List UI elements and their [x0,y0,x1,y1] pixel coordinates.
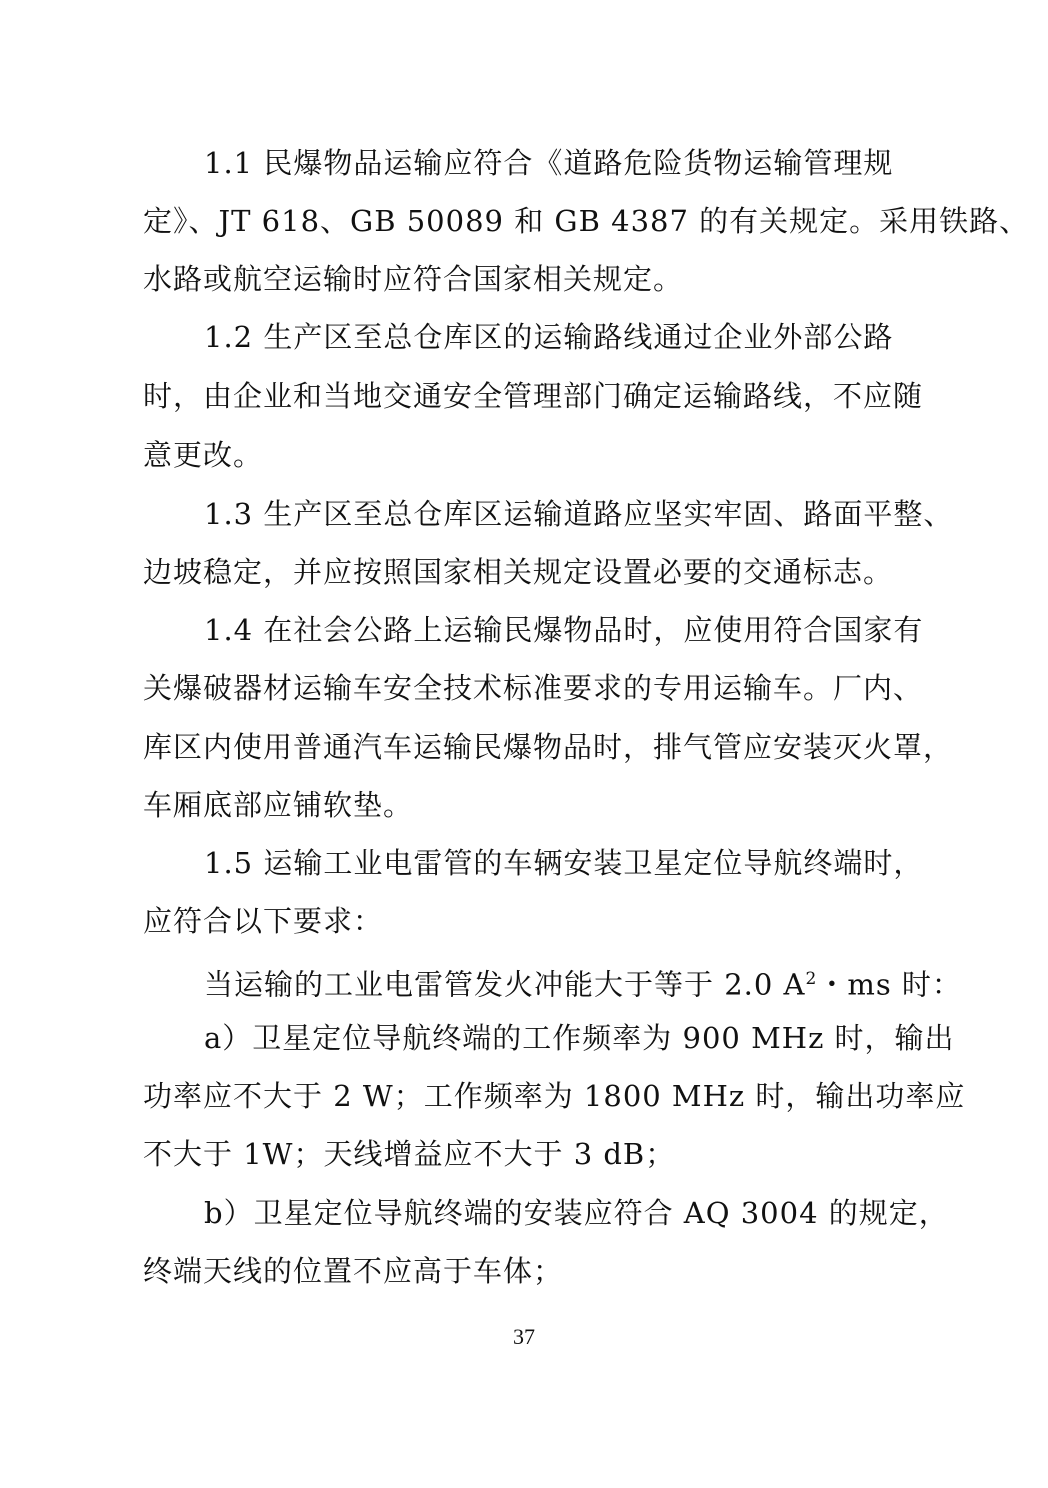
item-a-line-2: 功率应不大于 2 W；工作频率为 1800 MHz 时，输出功率应 [143,1079,966,1113]
para-1-1-line-1: 1.1 民爆物品运输应符合《道路危险货物运输管理规 [204,146,894,180]
formula-superscript: 2 [805,969,818,989]
para-1-1-line-2: 定》、JT 618、GB 50089 和 GB 4387 的有关规定。采用铁路、 [143,204,1030,238]
item-b-line-2: 终端天线的位置不应高于车体； [143,1254,564,1288]
page-number: 37 [513,1324,535,1349]
item-a-line-1: a）卫星定位导航终端的工作频率为 900 MHz 时，输出 [204,1021,955,1055]
para-1-4-line-2: 关爆破器材运输车安全技术标准要求的专用运输车。厂内、 [143,671,924,705]
formula-text: 当运输的工业电雷管发火冲能大于等于 2.0 A [204,967,806,1002]
para-1-5-line-2: 应符合以下要求： [143,904,384,938]
item-b-line-1: b）卫星定位导航终端的安装应符合 AQ 3004 的规定， [204,1196,949,1230]
para-1-5-line-1: 1.5 运输工业电雷管的车辆安装卫星定位导航终端时， [204,846,924,880]
para-1-2-line-3: 意更改。 [143,438,264,472]
para-1-2-line-2: 时，由企业和当地交通安全管理部门确定运输路线，不应随 [143,379,924,413]
para-1-4-line-1: 1.4 在社会公路上运输民爆物品时，应使用符合国家有 [204,613,924,647]
formula-tail: ・ms 时： [817,967,962,1002]
para-1-2-line-1: 1.2 生产区至总仓库区的运输路线通过企业外部公路 [204,320,894,354]
formula-line [204,959,984,1005]
para-1-3-line-1: 1.3 生产区至总仓库区运输道路应坚实牢固、路面平整、 [204,497,954,531]
para-1-3-line-2: 边坡稳定，并应按照国家相关规定设置必要的交通标志。 [143,555,894,589]
para-1-4-line-3: 库区内使用普通汽车运输民爆物品时，排气管应安装灭火罩， [143,730,954,764]
para-1-1-line-3: 水路或航空运输时应符合国家相关规定。 [143,262,684,296]
para-1-4-line-4: 车厢底部应铺软垫。 [143,788,414,822]
item-a-line-3: 不大于 1W；天线增益应不大于 3 dB； [143,1137,676,1171]
